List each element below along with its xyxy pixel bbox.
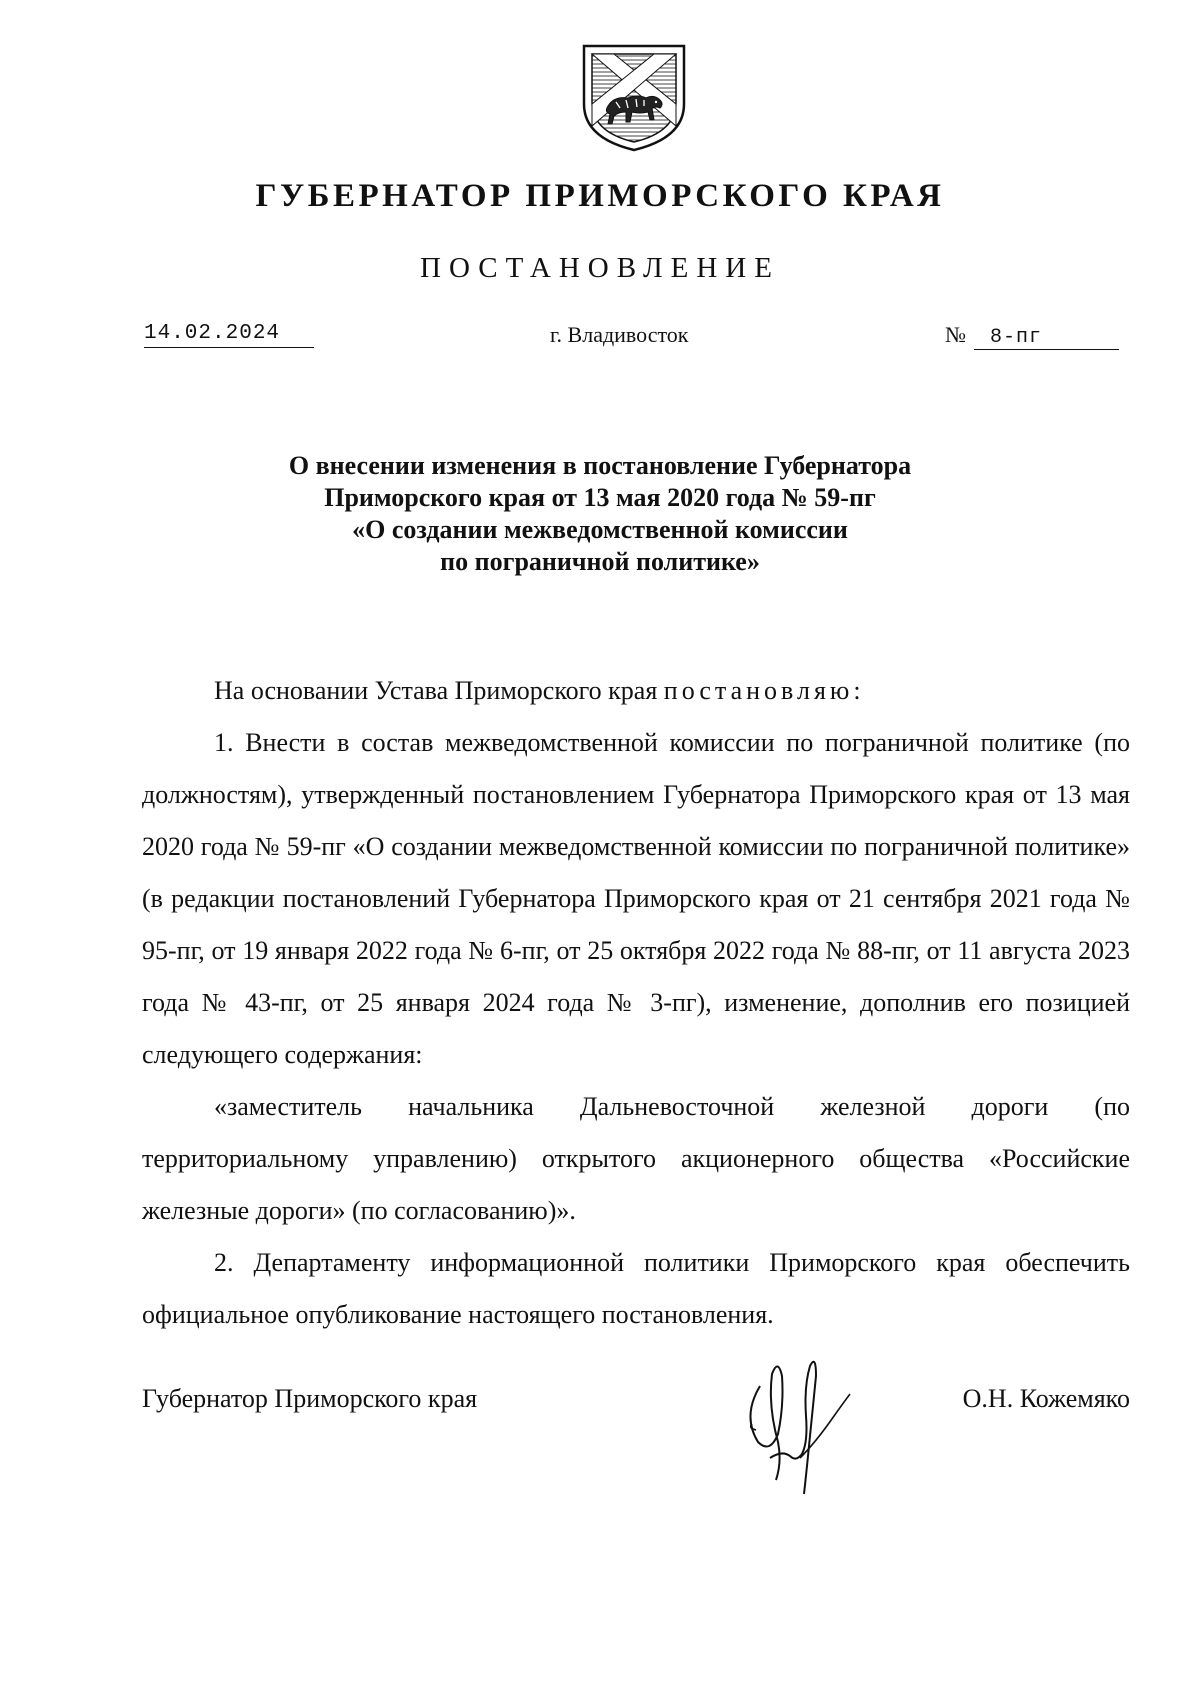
title-line: «О создании межведомственной комиссии (352, 515, 848, 544)
document-body (142, 665, 1130, 1341)
signatory-name: О.Н. Кожемяко (962, 1384, 1130, 1413)
document-city: г. Владивосток (550, 322, 689, 347)
preamble (142, 665, 1130, 717)
clause-1-quote: «заместитель начальника Дальневосточной железной дороги (по территориальному управлению) открытого акционерного общества «Российские железные дороги» (по согласованию)». (142, 1092, 1130, 1225)
handwritten-signature-icon (712, 1346, 862, 1496)
preamble-text: На основании Устава Приморского края (214, 676, 664, 705)
preamble-decree-word: постановляю (663, 676, 854, 705)
signatory-position: Губернатор Приморского края (142, 1384, 478, 1413)
clause-2: 2. Департаменту информационной политики Приморского края обеспечить официальное опубликование настоящего постановления. (142, 1248, 1130, 1329)
document-title (0, 450, 1200, 578)
preamble-end: : (853, 676, 861, 705)
document-number: 8-пг (974, 326, 1119, 350)
title-line: Приморского края от 13 мая 2020 года № 59-пг (324, 483, 876, 512)
document-type: ПОСТАНОВЛЕНИЕ (420, 252, 780, 284)
number-sign: № (945, 322, 966, 347)
document-meta (140, 322, 1130, 362)
title-line: О внесении изменения в постановление Губернатора (288, 451, 912, 480)
issuer-heading: ГУБЕРНАТОР ПРИМОРСКОГО КРАЯ (255, 178, 945, 214)
document-date: 14.02.2024 (144, 322, 314, 348)
title-line: по пограничной политике» (440, 547, 760, 576)
document-number-block (945, 322, 1130, 350)
signature-block (142, 1374, 1130, 1494)
clause-1: 1. Внести в состав межведомственной комиссии по пограничной политике (по должностям), утвержденный постановлением Губернатора Приморского края от 13 мая 2020 года № 59-пг «О создании межведомственной комиссии по пограничной политике» (в редакции постановлений Губернатора Приморского края от 21 сентября 2021 года № 95-пг, от 19 января 2022 года № 6-пг, от 25 октября 2022 года № 88-пг, от 11 августа 2023 года № 43-пг, от 25 января 2024 года № 3-пг), изменение, дополнив его позицией следующего содержания: (142, 728, 1130, 1069)
coat-of-arms-icon (580, 42, 688, 154)
